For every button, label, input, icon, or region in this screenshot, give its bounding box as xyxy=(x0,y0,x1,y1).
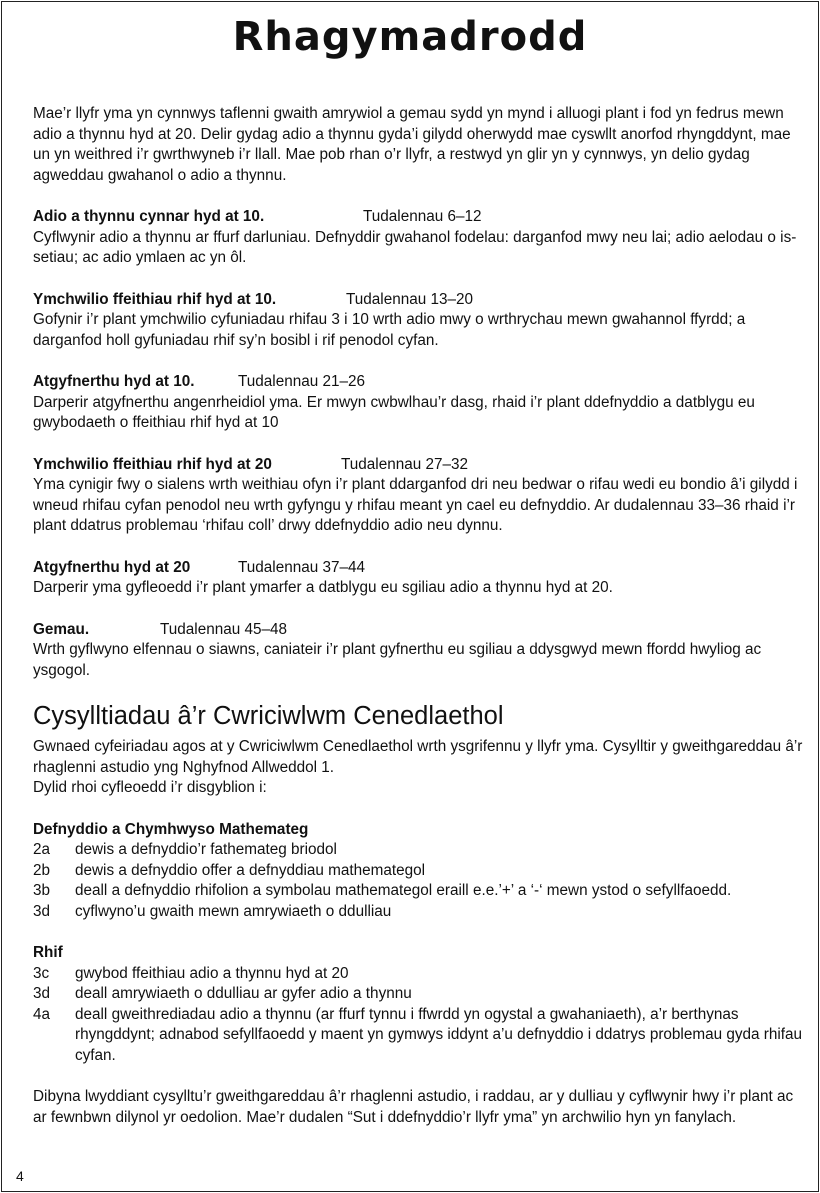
item-code: 4a xyxy=(33,1005,51,1023)
section-heading: Gemau. xyxy=(33,620,90,638)
section-pages: Tudalennau 45–48 xyxy=(160,620,288,638)
item-code: 3c xyxy=(33,964,50,982)
section-pages: Tudalennau 6–12 xyxy=(363,208,482,225)
item-code: 2b xyxy=(33,861,51,879)
item-code: 3d xyxy=(33,985,51,1002)
item-text: deall gweithrediadau adio a thynnu (ar ffurf tynnu i ffwrdd yn ogystal a gwahaniaeth), a’r berthynas rhyngddynt; adnabod sefyllfaoedd y maent yn gymwys iddynt a’u defnyddio i ddatrys problemau gyda rhifau cyfan. xyxy=(75,1005,803,1064)
section-body: Gofynir i’r plant ymchwilio cyfuniadau rhifau 3 i 10 wrth adio mwy o wrthrychau mewn gwahannol ffyrdd; a darganfod holl gyfuniadau rhif sy’n bosibl i rif penodol cyfan. xyxy=(33,311,746,349)
section-5 xyxy=(33,558,803,599)
item-text: dewis a defnyddio’r fathemateg briodol xyxy=(75,841,337,858)
section-2 xyxy=(33,290,803,352)
section-heading: Ymchwilio ffeithiau rhif hyd at 20 xyxy=(33,455,272,473)
section-heading: Ymchwilio ffeithiau rhif hyd at 10. xyxy=(33,290,277,308)
curriculum-group-1 xyxy=(33,820,803,923)
group-heading: Rhif xyxy=(33,944,63,961)
list-item xyxy=(33,964,803,985)
section-pages: Tudalennau 37–44 xyxy=(238,558,366,576)
section-6 xyxy=(33,620,803,682)
list-item xyxy=(33,984,803,1005)
section-4 xyxy=(33,455,803,537)
section-3 xyxy=(33,372,803,434)
curriculum-intro-2: Dylid rhoi cyfleoedd i’r disgyblion i: xyxy=(33,779,267,796)
list-item xyxy=(33,1005,803,1067)
page-number: 4 xyxy=(16,1168,24,1184)
section-heading: Atgyfnerthu hyd at 10. xyxy=(33,373,195,390)
item-code: 2a xyxy=(33,841,51,858)
item-text: cyflwyno’u gwaith mewn amrywiaeth o ddulliau xyxy=(75,902,392,920)
section-heading: Adio a thynnu cynnar hyd at 10. xyxy=(33,208,265,225)
item-text: gwybod ffeithiau adio a thynnu hyd at 20 xyxy=(75,964,349,982)
page-title: Rhagymadrodd xyxy=(232,14,588,60)
section-body: Wrth gyflwyno elfennau o siawns, caniateir i’r plant gyfnerthu eu sgiliau a ddysgwyd mewn ffordd hwyliog ac ysgogol. xyxy=(33,641,762,679)
section-body: Yma cynigir fwy o sialens wrth weithiau ofyn i’r plant ddarganfod dri neu bedwar o rifau wedi eu bondio â’i gilydd i wneud rhifau cyfan penodol neu wrth gyfyngu y rhifau meant yn cael eu defnyddio. Ar dudalennau 33–36 rhaid i’r plant ddatrus problemau ‘rhifau coll’ drwy ddefnyddio adio neu dynnu. xyxy=(33,476,798,534)
section-pages: Tudalennau 27–32 xyxy=(341,455,469,473)
curriculum-intro: Gwnaed cyfeiriadau agos at y Cwriciwlwm Cenedlaethol wrth ysgrifennu y llyfr yma. Cysylltir y gweithgareddau â’r rhaglenni astudio yng Nghyfnod Allweddol 1. xyxy=(33,738,803,776)
item-text: dewis a defnyddio offer a defnyddiau mathemategol xyxy=(75,861,426,879)
section-1 xyxy=(33,207,803,269)
list-item xyxy=(33,902,803,923)
section-body: Darperir atgyfnerthu angenrheidiol yma. Er mwyn cwbwlhau’r dasg, rhaid i’r plant ddefnyddio a datblygu eu gwybodaeth o ffeithiau rhif hyd at 10 xyxy=(33,393,755,431)
item-text: deall a defnyddio rhifolion a symbolau mathemategol eraill e.e.’+’ a ‘-‘ mewn ystod o sefyllfaoedd. xyxy=(75,882,732,899)
list-item xyxy=(33,840,803,861)
section-pages: Tudalennau 21–26 xyxy=(238,373,366,390)
section-pages: Tudalennau 13–20 xyxy=(346,290,474,308)
closing-paragraph: Dibyna lwyddiant cysylltu’r gweithgareddau â’r rhaglenni astudio, i raddau, ar y dulliau y cyflwynir hwy i’r plant ac ar fewnbwn dilynol yr oedolion. Mae’r dudalen “Sut i ddefnyddio’r llyfr yma” yn archwilio hyn yn fanylach. xyxy=(33,1088,794,1126)
curriculum-heading: Cysylltiadau â’r Cwriciwlwm Cenedlaethol xyxy=(33,702,504,730)
item-code: 3d xyxy=(33,902,51,920)
item-text: deall amrywiaeth o ddulliau ar gyfer adio a thynnu xyxy=(75,985,412,1002)
group-heading: Defnyddio a Chymhwyso Mathemateg xyxy=(33,820,309,838)
curriculum-group-2 xyxy=(33,943,803,1066)
item-code: 3b xyxy=(33,882,51,899)
list-item xyxy=(33,881,803,902)
page-content xyxy=(33,104,803,1128)
section-body: Darperir yma gyfleoedd i’r plant ymarfer a datblygu eu sgiliau adio a thynnu hyd at 20. xyxy=(33,579,613,596)
list-item xyxy=(33,861,803,882)
intro-paragraph: Mae’r llyfr yma yn cynnwys taflenni gwaith amrywiol a gemau sydd yn mynd i alluogi plant i fod yn fedrus mewn adio a thynnu hyd at 20. Delir gydag adio a thynnu gyda’i gilydd oherwydd mae cyswllt anorfod rhyngddynt, mae un yn weithred i’r gwrthwyneb i’r llall. Mae pob rhan o’r llyfr, a restwyd yn glir yn y cynnwys, yn delio gydag agweddau gwahanol o adio a thynnu. xyxy=(33,105,791,184)
section-heading: Atgyfnerthu hyd at 20 xyxy=(33,558,191,576)
section-body: Cyflwynir adio a thynnu ar ffurf darluniau. Defnyddir gwahanol fodelau: darganfod mwy neu lai; adio aelodau o is-setiau; ac adio ymlaen ac yn ôl. xyxy=(33,228,797,266)
